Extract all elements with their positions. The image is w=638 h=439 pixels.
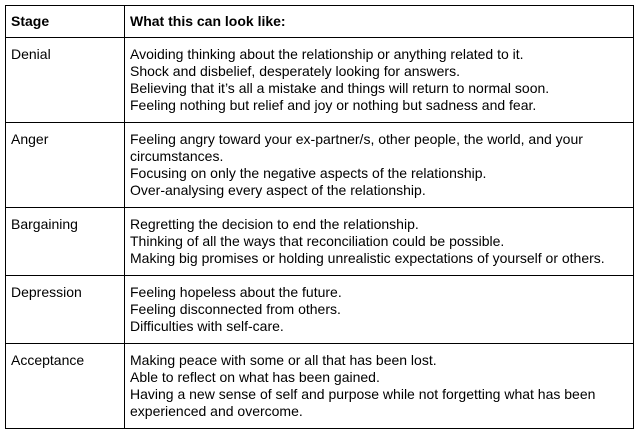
stage-cell: Acceptance [6, 344, 125, 429]
description-line: Over-analysing every aspect of the relationship. [130, 182, 426, 198]
description-cell [125, 276, 634, 344]
grief-stages-table [5, 5, 634, 429]
stage-cell: Bargaining [6, 208, 125, 276]
header-description: What this can look like: [125, 6, 634, 38]
header-stage: Stage [6, 6, 125, 38]
description-line: Having a new sense of self and purpose while not forgetting what has been experienced and overcome. [130, 386, 596, 419]
description-line: Feeling hopeless about the future. [130, 284, 342, 300]
description-line: Making peace with some or all that has been lost. [130, 352, 437, 368]
stage-cell: Depression [6, 276, 125, 344]
description-line: Feeling angry toward your ex-partner/s, other people, the world, and your circumstances. [130, 131, 583, 164]
description-cell [125, 38, 634, 123]
table-row-depression [6, 276, 634, 344]
description-line: Feeling nothing but relief and joy or nothing but sadness and fear. [130, 97, 537, 113]
table-row-bargaining [6, 208, 634, 276]
description-cell [125, 208, 634, 276]
description-line: Believing that it’s all a mistake and things will return to normal soon. [130, 80, 550, 96]
description-line: Making big promises or holding unrealistic expectations of yourself or others. [130, 250, 605, 266]
description-line: Difficulties with self-care. [130, 318, 284, 334]
table-row-denial [6, 38, 634, 123]
description-line: Thinking of all the ways that reconciliation could be possible. [130, 233, 505, 249]
table-row-acceptance [6, 344, 634, 429]
description-line: Focusing on only the negative aspects of the relationship. [130, 165, 487, 181]
description-line: Feeling disconnected from others. [130, 301, 341, 317]
description-line: Able to reflect on what has been gained. [130, 369, 380, 385]
header-row [6, 6, 634, 38]
description-line: Shock and disbelief, desperately looking for answers. [130, 63, 460, 79]
description-cell [125, 123, 634, 208]
table-row-anger [6, 123, 634, 208]
description-line: Avoiding thinking about the relationship or anything related to it. [130, 46, 524, 62]
stage-cell: Denial [6, 38, 125, 123]
description-line: Regretting the decision to end the relationship. [130, 216, 419, 232]
description-cell [125, 344, 634, 429]
stage-cell: Anger [6, 123, 125, 208]
